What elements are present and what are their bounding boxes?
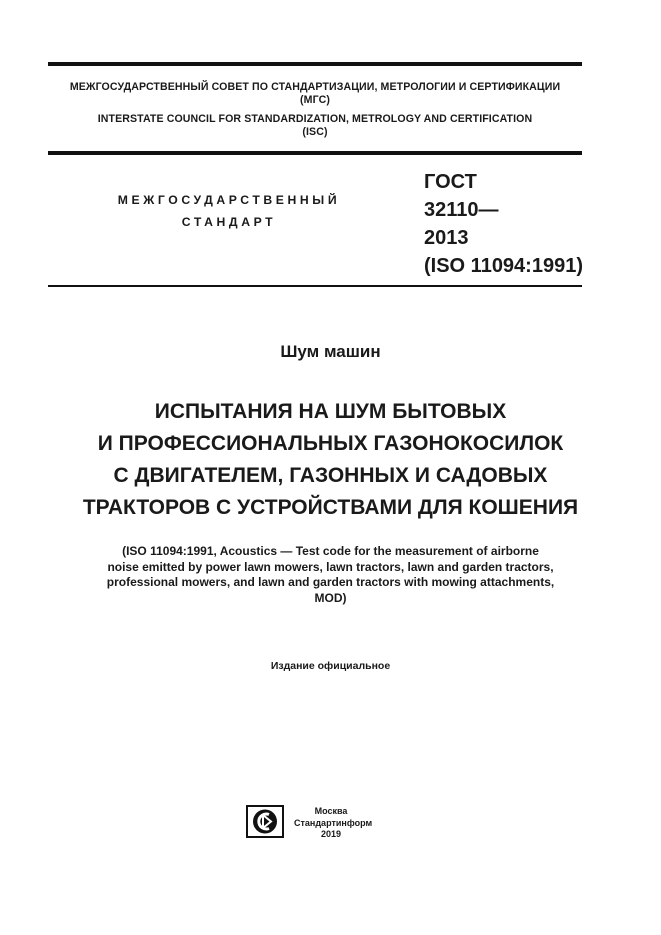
title-line: И ПРОФЕССИОНАЛЬНЫХ ГАЗОНОКОСИЛОК [97,432,564,455]
standartinform-logo-icon [246,805,284,838]
iso-title-line: (ISO 11094:1991, Acoustics — Test code for the measurement of airborne [122,544,539,558]
designation-bottom-rule [48,285,582,287]
subtitle: Шум машин [280,342,381,361]
publisher-name: Стандартинформ [294,817,373,828]
council-ru [48,81,582,107]
gost-prefix: ГОСТ [424,171,477,193]
main-title [0,396,661,524]
title-line: ТРАКТОРОВ С УСТРОЙСТВАМИ ДЛЯ КОШЕНИЯ [82,496,579,519]
council-ru-abbr: (МГС) [300,94,330,106]
publisher-info [294,806,373,841]
gost-iso-ref: (ISO 11094:1991) [424,255,583,277]
title-line: С ДВИГАТЕЛЕМ, ГАЗОННЫХ И САДОВЫХ [113,464,548,487]
publisher-year: 2019 [320,829,342,839]
gost-year: 2013 [424,227,469,249]
standard-type-line1: МЕЖГОСУДАРСТВЕННЫЙ [117,193,341,207]
publisher-city: Москва [314,806,348,816]
council-en-abbr: (ISC) [302,126,328,138]
iso-title [0,544,661,606]
gost-number: 32110— [424,199,499,221]
iso-title-line: professional mowers, and lawn and garden tractors with mowing attachments, [106,575,555,589]
title-line: ИСПЫТАНИЯ НА ШУМ БЫТОВЫХ [154,400,507,423]
council-en [48,113,582,139]
council-ru-name: МЕЖГОСУДАРСТВЕННЫЙ СОВЕТ ПО СТАНДАРТИЗАЦИИ, МЕТРОЛОГИИ И СЕРТИФИКАЦИИ [69,81,561,93]
gost-designation [424,168,583,280]
standard-type-line2: СТАНДАРТ [181,215,277,229]
council-en-name: INTERSTATE COUNCIL FOR STANDARDIZATION, METROLOGY AND CERTIFICATION [97,113,533,125]
top-rule [48,62,582,66]
iso-title-line: MOD) [314,590,347,605]
header-bottom-rule [48,151,582,155]
standard-type [104,189,354,233]
edition-label: Издание официальное [270,660,391,672]
iso-title-line: noise emitted by power lawn mowers, lawn tractors, lawn and garden tractors, [107,559,554,574]
